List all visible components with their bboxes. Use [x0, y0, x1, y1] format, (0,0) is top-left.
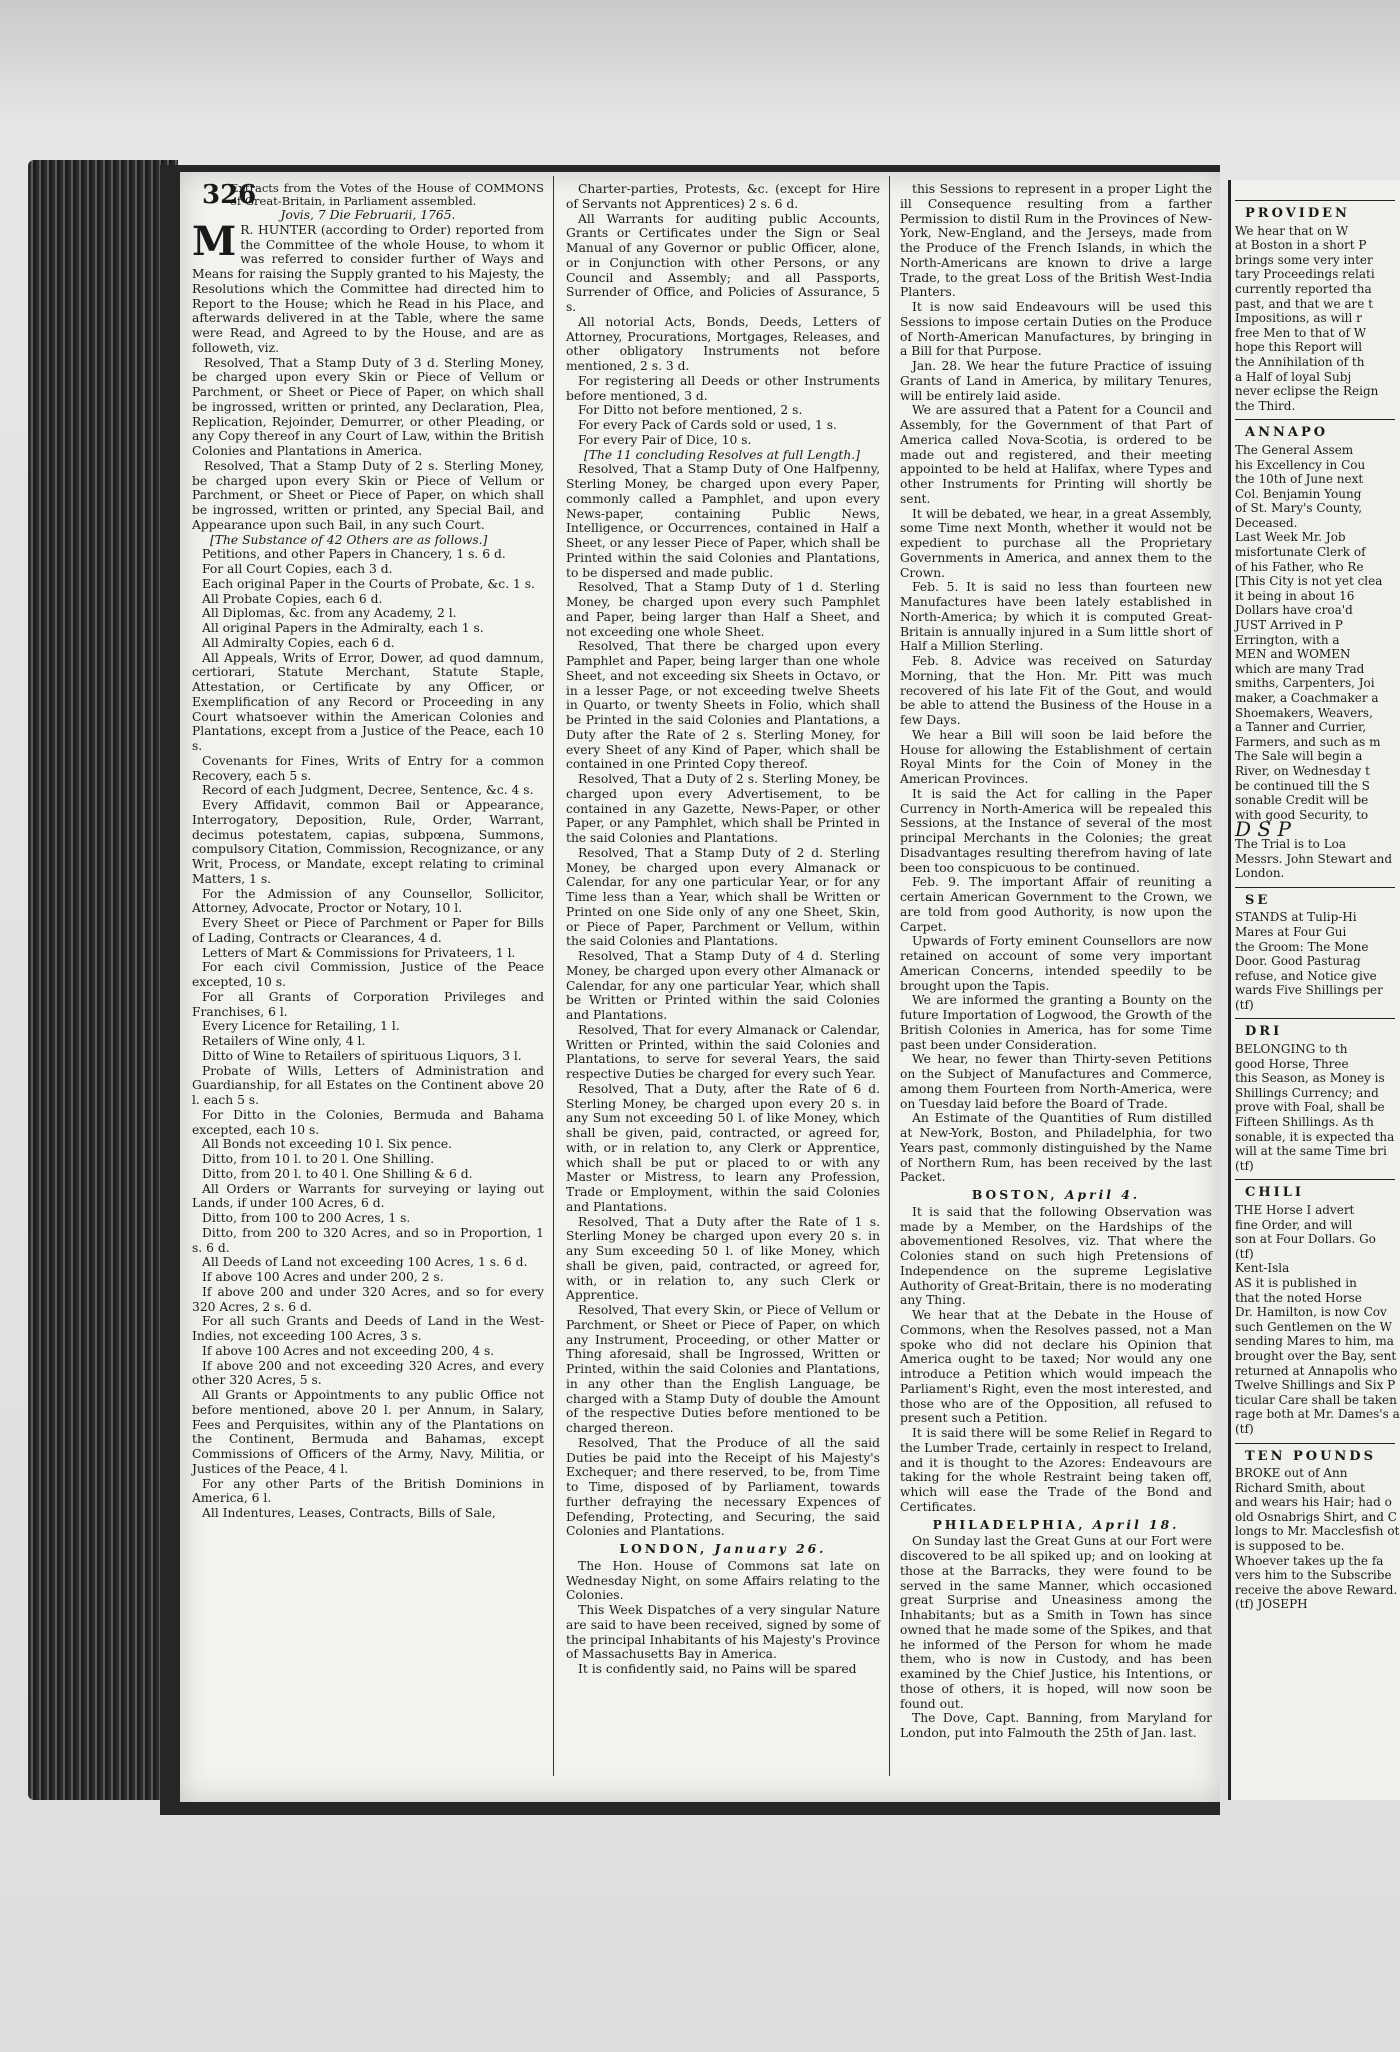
text-line: ticular Care shall be taken: [1235, 1392, 1397, 1407]
paragraph: For all Court Copies, each 3 d.: [202, 562, 393, 576]
paragraph: It is now said Endeavours will be used this Sessions to impose certain Duties on the Produce of North-American Manufactures, by bringing in a Bill for that Purpose.: [900, 300, 1212, 359]
text-line: Errington, with a: [1235, 632, 1340, 647]
text-line: rage both at Mr. Dames's a: [1235, 1407, 1400, 1422]
paragraph: If above 100 Acres and not exceeding 200, 4 s.: [202, 1343, 495, 1358]
text-line: old Osnabrigs Shirt, and C: [1235, 1509, 1397, 1524]
paragraph: Resolved, That every Skin, or Piece of Vellum or Parchment, or Sheet or Piece of Paper, on which any Instrument, Proceeding, or other Matter or Thing aforesaid, shall be Ingrossed, Written or Printed, within the said Colonies and Plantations, in any other than the English Language, be charged with a Stamp Duty of double the Amount of the respective Duties before mentioned to be charged thereon.: [566, 1303, 880, 1435]
bracket-note: [The 11 concluding Resolves at full Length.]: [584, 447, 860, 462]
paragraph: For registering all Deeds or other Instruments before mentioned, 3 d.: [566, 373, 880, 403]
text-line: MEN and WOMEN: [1235, 647, 1351, 662]
paragraph: For every Pack of Cards sold or used, 1 s.: [578, 418, 837, 432]
paragraph: All Deeds of Land not exceeding 100 Acres, 1 s. 6 d.: [202, 1255, 528, 1270]
paragraph: Resolved, That the Produce of all the said Duties be paid into the Receipt of his Majesty's Exchequer; and there reserved, to be, from Time to Time, disposed of by Parliament, towards further defraying the necessary Expences of Defending, Protecting, and Securing, the said Colonies and Plantations.: [566, 1435, 880, 1539]
text-line: THE Horse I advert: [1235, 1203, 1355, 1217]
text-line: prove with Foal, shall be: [1235, 1100, 1385, 1115]
text-line: AS it is published in: [1235, 1275, 1357, 1290]
section-heading: CHILI: [1245, 1185, 1304, 1201]
drop-cap: M: [192, 217, 237, 265]
text-line: vers him to the Subscribe: [1235, 1568, 1392, 1583]
column-1: [192, 182, 544, 1521]
paragraph: All Indentures, Leases, Contracts, Bills of Sale,: [202, 1506, 496, 1520]
text-line: tary Proceedings relati: [1235, 267, 1375, 282]
paragraph: Resolved, That a Stamp Duty of One Halfpenny, Sterling Money, be charged upon every Paper, commonly called a Pamphlet, and upon every News-paper, containing Public News, Intelligence, or Occurrences, contained in Half a Sheet, or any lesser Piece of Paper, which shall be Printed within the said Colonies and Plantations, to be dispersed and made public.: [566, 462, 880, 580]
votes-dateline: Jovis, 7 Die Februarii, 1765.: [280, 208, 456, 222]
text-line: BELONGING to th: [1235, 1042, 1348, 1057]
paragraph: All notorial Acts, Bonds, Deeds, Letters of Attorney, Procurations, Mortgages, Releases, and other obligatory Instruments not before mentioned, 2 s. 3 d.: [566, 314, 880, 373]
paragraph: All Appeals, Writs of Error, Dower, ad quod damnum, certiorari, Statute Merchant, Statute Staple, Attestation, or Certificate by any Officer, or Exemplification of any Record or Proceeding in any Court whatsoever within the American Colonies and Plantations, except from a Justice of the Peace, each 10 s.: [192, 650, 544, 753]
paragraph: R. HUNTER (according to Order) reported from the Committee of the whole House, to whom it was referred to consider further of Ways and Means for raising the Supply granted to his Majesty, the Resolutions which the Committee had directed him to Report to the House; which he Read in his Place, and afterwards delivered in at the Table, where the same were Read, and Agreed to by the House, and are as followeth, viz.: [192, 222, 544, 355]
paragraph: For any other Parts of the British Dominions in America, 6 l.: [192, 1476, 544, 1506]
paragraph: Covenants for Fines, Writs of Entry for a common Recovery, each 5 s.: [192, 753, 544, 783]
paragraph: Every Affidavit, common Bail or Appearance, Interrogatory, Deposition, Rule, Order, Warrant, decimus potestatem, capias, subpœna, Summons, compulsory Citation, Commission, Recognizance, or any Writ, Process, or Mandate, except relating to criminal Matters, 1 s.: [192, 798, 544, 886]
philadelphia-news: [900, 1534, 1212, 1741]
newspaper-page: [180, 172, 1220, 1802]
text-line: it being in about 16: [1235, 588, 1355, 603]
text-line: the Third.: [1235, 398, 1296, 413]
text-line: sonable Credit will be: [1235, 793, 1369, 808]
text-line: will at the same Time bri: [1235, 1144, 1387, 1159]
text-line: this Season, as Money is: [1235, 1071, 1385, 1086]
text-line: [This City is not yet clea: [1235, 574, 1383, 589]
text-line: longs to Mr. Macclesfish ot: [1235, 1524, 1400, 1539]
text-line: is supposed to be.: [1235, 1539, 1345, 1554]
date: April 4.: [1065, 1187, 1141, 1202]
paragraph: All Diplomas, &c. from any Academy, 2 l.: [202, 606, 457, 621]
text-line: (tf): [1235, 1158, 1254, 1173]
paragraph: Resolved, That a Duty, after the Rate of 6 d. Sterling Money, be charged upon every 20 s. in any Sum not exceeding 50 l. of like Money, which shall be given, paid, contracted, or agreed for, with, or in relation to, any Clerk or Apprentice, which shall be put or placed to or with any Master or Mistress, to learn any Profession, Trade or Employment, within the said Colonies and Plantations.: [566, 1081, 880, 1214]
bracket-note: [The Substance of 42 Others are as follows.]: [210, 532, 488, 547]
text-line: Door. Good Pasturag: [1235, 954, 1361, 969]
dateline-philadelphia: [900, 1518, 1212, 1533]
paragraph: It is said the Act for calling in the Paper Currency in North-America will be repealed this Sessions, at the Instance of several of the most principal Merchants in the Colonies; the great Disadvantages resulting therefrom having of late been too conspicuous to be continued.: [900, 786, 1212, 875]
paragraph: This Week Dispatches of a very singular Nature are said to have been received, signed by some of the principal Inhabitants of his Majesty's Province of Massachusetts Bay in America.: [566, 1603, 880, 1662]
paragraph: Resolved, That a Stamp Duty of 1 d. Sterling Money, be charged upon every such Pamphlet and Paper, being larger than Half a Sheet, and not exceeding one whole Sheet.: [566, 580, 880, 639]
text-line: refuse, and Notice give: [1235, 968, 1377, 983]
text-line: Last Week Mr. Job: [1235, 530, 1346, 545]
text-line: Col. Benjamin Young: [1235, 486, 1362, 501]
text-line: of his Father, who Re: [1235, 559, 1364, 574]
text-line: London.: [1235, 866, 1285, 881]
text-line: sending Mares to him, ma: [1235, 1334, 1394, 1349]
paragraph: All Warrants for auditing public Accounts, Grants or Certificates under the Sign or Seal Manual of any Governor or public Officer, alone, or in Conjunction with other Persons, or any Council and Assembly; and all Passports, Surrender of Office, and Policies of Assurance, 5 s.: [566, 211, 880, 314]
paragraph: For all Grants of Corporation Privileges and Franchises, 6 l.: [192, 989, 544, 1019]
text-line: a Half of loyal Subj: [1235, 369, 1352, 384]
paragraph: If above 100 Acres and under 200, 2 s.: [202, 1270, 444, 1284]
text-line: maker, a Coachmaker a: [1235, 691, 1379, 705]
text-line: hope this Report will: [1235, 340, 1363, 355]
paragraph: It is said that the following Observation was made by a Member, on the Hardships of the abovementioned Resolves, viz. That where the Colonies stand on such high Pretensions of Independence on the supreme Legislative Authority of Great-Britain, there is no moderating any Thing.: [900, 1204, 1212, 1308]
text-line: such Gentlemen on the W: [1235, 1319, 1392, 1334]
text-line: BROKE out of Ann: [1235, 1466, 1348, 1481]
paragraph: Ditto of Wine to Retailers of spirituous Liquors, 3 l.: [202, 1048, 522, 1063]
paragraph: If above 200 and not exceeding 320 Acres, and every other 320 Acres, 5 s.: [192, 1358, 544, 1388]
paragraph: Ditto, from 20 l. to 40 l. One Shilling & 6 d.: [202, 1166, 473, 1181]
text-line: Whoever takes up the fa: [1235, 1553, 1384, 1568]
paragraph: We are informed the granting a Bounty on the future Importation of Logwood, the Growth of the British Colonies in America, has for some Time past been under Consideration.: [900, 993, 1212, 1052]
text-line: wards Five Shillings per: [1235, 983, 1383, 998]
text-line: and wears his Hair; had o: [1235, 1495, 1392, 1510]
text-line: River, on Wednesday t: [1235, 763, 1370, 778]
section-heading: TEN POUNDS: [1245, 1448, 1376, 1464]
section-rule: [1235, 1018, 1395, 1019]
text-line: past, and that we are t: [1235, 296, 1373, 311]
text-line: We hear that on W: [1235, 223, 1349, 238]
paragraph: this Sessions to represent in a proper Light the ill Consequence resulting from a farther Permission to distil Rum in the Provinces of New-York, New-England, and the Jerseys, made from the Produce of the French Islands, in which the North-Americans are known to drive a large Trade, to the great Loss of the British West-India Planters.: [900, 182, 1212, 300]
text-line: (tf): [1235, 997, 1254, 1012]
paragraph: We hear, no fewer than Thirty-seven Petitions on the Subject of Manufactures and Commerce, among them Fourteen from North-America, were on Tuesday laid before the Board of Trade.: [900, 1052, 1212, 1111]
paragraph: It is confidently said, no Pains will be spared: [578, 1662, 857, 1676]
paragraph: For Ditto in the Colonies, Bermuda and Bahama excepted, each 10 s.: [192, 1107, 544, 1137]
text-line: (tf): [1235, 1246, 1254, 1261]
paragraph: Feb. 8. Advice was received on Saturday Morning, that the Hon. Mr. Pitt was much recovered of his late Fit of the Gout, and would be able to attend the Business of the House in a few Days.: [900, 654, 1212, 727]
paragraph: Resolved, That a Stamp Duty of 4 d. Sterling Money, be charged upon every other Almanack or Calendar, for any one particular Year, which shall be Written or Printed within the said Colonies and Plantations.: [566, 949, 880, 1022]
text-line: Fifteen Shillings. As th: [1235, 1115, 1374, 1130]
column-rule: [553, 176, 554, 1776]
text-line: which are many Trad: [1235, 661, 1365, 676]
text-line: Farmers, and such as m: [1235, 734, 1381, 749]
text-line: son at Four Dollars. Go: [1235, 1232, 1376, 1247]
text-line: (tf) JOSEPH: [1235, 1597, 1308, 1612]
text-line: receive the above Reward.: [1235, 1582, 1398, 1597]
text-line: a Tanner and Currier,: [1235, 720, 1367, 735]
text-line: Dollars have croa'd: [1235, 603, 1353, 618]
paragraph: The Hon. House of Commons sat late on Wednesday Night, on some Affairs relating to the Colonies.: [566, 1558, 880, 1603]
section-rule: [1235, 887, 1395, 888]
paragraph: Resolved, That for every Almanack or Calendar, Written or Printed, within the said Colonies and Plantations, to serve for several Years, the said respective Duties be charged for every such Year.: [566, 1022, 880, 1081]
date: January 26.: [714, 1541, 827, 1556]
text-line: sonable, it is expected tha: [1235, 1129, 1395, 1144]
paragraph: The Dove, Capt. Banning, from Maryland for London, put into Falmouth the 25th of Jan. last.: [900, 1711, 1212, 1740]
paragraph: It will be debated, we hear, in a great Assembly, some Time next Month, whether it would not be expedient to purchase all the Proprietary Governments in America, and annex them to the Crown.: [900, 506, 1212, 580]
text-line: Dr. Hamilton, is now Cov: [1235, 1305, 1387, 1320]
paragraph: Resolved, That a Duty after the Rate of 1 s. Sterling Money be charged upon every 20 s. in any Sum exceeding 50 l. of like Money, which shall be given, paid, contracted, or agreed for, with, or in relation to, any such Clerk or Apprentice.: [566, 1214, 880, 1303]
dateline-london: [566, 1542, 880, 1557]
first-paragraph: [192, 217, 544, 356]
text-line: good Horse, Three: [1235, 1056, 1349, 1071]
paragraph: All Probate Copies, each 6 d.: [202, 591, 383, 606]
text-line: the Groom: The Mone: [1235, 939, 1369, 954]
text-line: Messrs. John Stewart and: [1235, 851, 1393, 866]
paragraph: For each civil Commission, Justice of the Peace excepted, 10 s.: [192, 960, 544, 989]
paragraph: Retailers of Wine only, 4 l.: [202, 1034, 366, 1048]
column-2: [566, 182, 880, 1677]
text-line: Twelve Shillings and Six P: [1235, 1378, 1396, 1393]
page-number: 326: [202, 180, 257, 210]
section-rule: [1235, 419, 1395, 420]
text-line: fine Order, and will: [1235, 1217, 1353, 1232]
section-heading: PROVIDEN: [1245, 206, 1350, 221]
text-line: never eclipse the Reign: [1235, 384, 1379, 399]
paragraph: Every Sheet or Piece of Parchment or Paper for Bills of Lading, Contracts or Clearances, 4 d.: [192, 916, 544, 945]
book-page-edges: [28, 160, 178, 1800]
text-line: brings some very inter: [1235, 252, 1373, 267]
column-rule: [889, 176, 890, 1776]
section-heading: DRI: [1245, 1024, 1283, 1040]
paragraph: For every Pair of Dice, 10 s.: [578, 432, 752, 447]
section-rule: [1235, 200, 1395, 201]
paragraph: Feb. 5. It is said no less than fourteen new Manufactures have been lately established in North-America; by which it is computed Great-Britain is annually injured in a Sum little short of Half a Million Sterling.: [900, 580, 1212, 654]
text-line: that the noted Horse: [1235, 1290, 1362, 1305]
text-line: JUST Arrived in P: [1235, 618, 1343, 633]
section-rule: [1235, 1179, 1395, 1180]
paragraph: We hear a Bill will soon be laid before the House for allowing the Establishment of certain Royal Mints for the Coin of Money in the American Provinces.: [900, 727, 1212, 786]
paragraph: Ditto, from 100 to 200 Acres, 1 s.: [202, 1211, 411, 1225]
paragraph: Every Licence for Retailing, 1 l.: [202, 1019, 400, 1034]
votes-heading: Extracts from the Votes of the House of COMMONS of Great-Britain, in Parliament assembled.: [230, 181, 544, 208]
text-line: smiths, Carpenters, Joi: [1235, 676, 1375, 691]
text-line: Shillings Currency; and: [1235, 1085, 1379, 1100]
text-line: the 10th of June next: [1235, 472, 1364, 487]
paragraph: If above 200 and under 320 Acres, and so for every 320 Acres, 2 s. 6 d.: [192, 1284, 544, 1314]
paragraph: For all such Grants and Deeds of Land in the West-Indies, not exceeding 100 Acres, 3 s.: [192, 1314, 544, 1343]
paragraph: Petitions, and other Papers in Chancery, 1 s. 6 d.: [202, 547, 506, 562]
section-rule: [1235, 1443, 1395, 1444]
facing-page: [1228, 180, 1400, 1800]
paragraph: For Ditto not before mentioned, 2 s.: [578, 403, 803, 418]
paragraph: Record of each Judgment, Decree, Sentence, &c. 4 s.: [202, 783, 534, 798]
london-news: [566, 1559, 880, 1677]
text-line: with good Security, to: [1235, 807, 1369, 822]
text-line: Shoemakers, Weavers,: [1235, 705, 1373, 720]
text-line: brought over the Bay, sent: [1235, 1348, 1397, 1363]
text-line: the Annihilation of th: [1235, 354, 1365, 369]
paragraph: All Orders or Warrants for surveying or laying out Lands, if under 100 Acres, 6 d.: [192, 1181, 544, 1211]
text-line: The Trial is to Loa: [1235, 836, 1347, 851]
paragraph: All Bonds not exceeding 10 l. Six pence.: [202, 1137, 453, 1152]
paragraph: We are assured that a Patent for a Council and Assembly, for the Government of that Part of America called Nova-Scotia, is ordered to be made out and registered, and their meeting appointed to be held at Halifax, where Types and other Instruments for Printing will shortly be sent.: [900, 403, 1212, 506]
paragraph: Each original Paper in the Courts of Probate, &c. 1 s.: [202, 576, 535, 591]
paragraph: Resolved, That a Duty of 2 s. Sterling Money, be charged upon every Advertisement, to be contained in any Gazette, News-Paper, or other Paper, or any Pamphlet, which shall be Printed in the said Colonies and Plantations.: [566, 772, 880, 845]
boston-news: [900, 1205, 1212, 1515]
paragraph: Ditto, from 200 to 320 Acres, and so in Proportion, 1 s. 6 d.: [192, 1225, 544, 1255]
text-line: (tf): [1235, 1421, 1254, 1436]
paragraph: Ditto, from 10 l. to 20 l. One Shilling.: [202, 1152, 435, 1166]
paragraph: Resolved, That a Stamp Duty of 2 d. Sterling Money, be charged upon every Almanack or Calendar, for any one particular Year, or for any Time less than a Year, which shall be Written or Printed on one Side only of any one Sheet, Skin, or Piece of Paper, Parchment or Vellum, within the said Colonies and Plantations.: [566, 845, 880, 949]
column-3: [900, 182, 1212, 1741]
paragraph: We hear that at the Debate in the House of Commons, when the Resolves passed, not a Man spoke who did not declare his Opinion that America ought to be taxed; Nor would any one introduce a Petition which would impeach the Parliament's Right, even the most interested, and those who are of the Opposition, all refused to present such a Petition.: [900, 1308, 1212, 1426]
text-line: of St. Mary's County,: [1235, 501, 1363, 516]
paragraph: Jan. 28. We hear the future Practice of issuing Grants of Land in America, by military Tenures, will be entirely laid aside.: [900, 359, 1212, 403]
paragraph: Resolved, That a Stamp Duty of 2 s. Sterling Money, be charged upon every Skin or Piece of Vellum or Parchment, or Sheet or Piece of Paper, on which shall be ingrossed, written or printed, any Special Bail, and Appearance upon such Bail, in any such Court.: [192, 458, 544, 532]
resolves-list: [566, 462, 880, 1539]
text-line: Impositions, as will r: [1235, 311, 1362, 326]
text-line: The General Assem: [1235, 442, 1354, 457]
text-line: STANDS at Tulip-Hi: [1235, 910, 1357, 925]
text-line: currently reported tha: [1235, 281, 1372, 296]
text-line: D S P: [1235, 817, 1291, 842]
text-line: Richard Smith, about: [1235, 1480, 1365, 1495]
city-name: BOSTON,: [971, 1187, 1058, 1202]
text-line: returned at Annapolis who: [1235, 1363, 1398, 1378]
paragraph: For the Admission of any Counsellor, Sollicitor, Attorney, Advocate, Proctor or Notary, 10 l.: [192, 886, 544, 916]
paragraph: It is said there will be some Relief in Regard to the Lumber Trade, certainly in respect to Ireland, and it is thought to the Azores: Endeavours are taking for the whole Restraint being taken off, which will ease the Trade of the Bond and Certificates.: [900, 1426, 1212, 1514]
paragraph: Letters of Mart & Commissions for Privateers, 1 l.: [202, 945, 516, 960]
duty-paragraphs: [566, 182, 880, 448]
date: April 18.: [1092, 1516, 1180, 1532]
paragraph: Probate of Wills, Letters of Administration and Guardianship, for all Estates on the Continent above 20 l. each 5 s.: [192, 1063, 544, 1107]
text-line: his Excellency in Cou: [1235, 457, 1366, 472]
facing-page-column: [1235, 194, 1400, 1612]
paragraph: Resolved, That there be charged upon every Pamphlet and Paper, being larger than one whole Sheet, and not exceeding six Sheets in Octavo, or in a lesser Page, or not exceeding twelve Sheets in Quarto, or twenty Sheets in Folio, which shall be Printed in the said Colonies and Plantations, a Duty after the Rate of 2 s. Sterling Money, for every Sheet of any Kind of Paper, which shall be contained in one Printed Copy thereof.: [566, 639, 880, 772]
paragraph: Resolved, That a Stamp Duty of 3 d. Sterling Money, be charged upon every Skin or Piece of Vellum or Parchment, or Sheet or Piece of Paper, on which shall be ingrossed, written or printed, any Declaration, Plea, Replication, Rejoinder, Demurrer, or other Pleading, or any Copy thereof in any Court of Law, within the British Colonies and Plantations in America.: [192, 355, 544, 458]
text-line: free Men to that of W: [1235, 325, 1367, 340]
paragraph: On Sunday last the Great Guns at our Fort were discovered to be all spiked up; and on looking at those at the Barracks, they were found to be served in the same Manner, which occasioned great Surprise and Uneasiness among the Inhabitants; but as a Smith in Town has since owned that he made some of the Spikes, and that he informed of the Person for whom he made them, who is now in Custody, and has been examined by the Chief Justice, his Intentions, or those of others, it is hoped, will now soon be found out.: [900, 1534, 1212, 1711]
text-line: misfortunate Clerk of: [1235, 545, 1366, 560]
city-name: LONDON,: [619, 1541, 708, 1556]
city-name: PHILADELPHIA,: [932, 1516, 1086, 1532]
paragraph: Charter-parties, Protests, &c. (except for Hire of Servants not Apprentices) 2 s. 6 d.: [566, 182, 880, 211]
text-line: Kent-Isla: [1235, 1261, 1290, 1276]
paragraph: Feb. 9. The important Affair of reuniting a certain American Government to the Crown, we are told from good Authority, is now upon the Carpet.: [900, 875, 1212, 934]
text-line: Deceased.: [1235, 515, 1298, 530]
section-heading: ANNAPO: [1245, 425, 1329, 441]
paragraph: Upwards of Forty eminent Counsellors are now retained on account of some very important American Concerns, intended speedily to be brought upon the Tapis.: [900, 934, 1212, 993]
text-line: at Boston in a short P: [1235, 238, 1367, 253]
duty-items-list: [192, 547, 544, 1521]
text-line: be continued till the S: [1235, 778, 1370, 793]
section-heading: SE: [1245, 892, 1271, 908]
text-line: The Sale will begin a: [1235, 749, 1363, 764]
news-paragraphs: [900, 182, 1212, 1185]
paragraph: All Grants or Appointments to any public Office not before mentioned, above 20 l. per Annum, in Salary, Fees and Perquisites, within any of the Plantations on the Continent, Bermuda and Bahamas, except Commissions of Officers of the Army, Navy, Militia, or Justices of the Peace, 4 l.: [192, 1388, 544, 1476]
dateline-boston: [900, 1188, 1212, 1203]
paragraph: All original Papers in the Admiralty, each 1 s.: [202, 621, 484, 635]
text-line: Mares at Four Gui: [1235, 924, 1347, 939]
paragraph: An Estimate of the Quantities of Rum distilled at New-York, Boston, and Philadelphia, for two Years past, commonly distinguished by the Name of Northern Rum, has been received by the last Packet.: [900, 1111, 1212, 1185]
paragraph: All Admiralty Copies, each 6 d.: [202, 635, 395, 650]
